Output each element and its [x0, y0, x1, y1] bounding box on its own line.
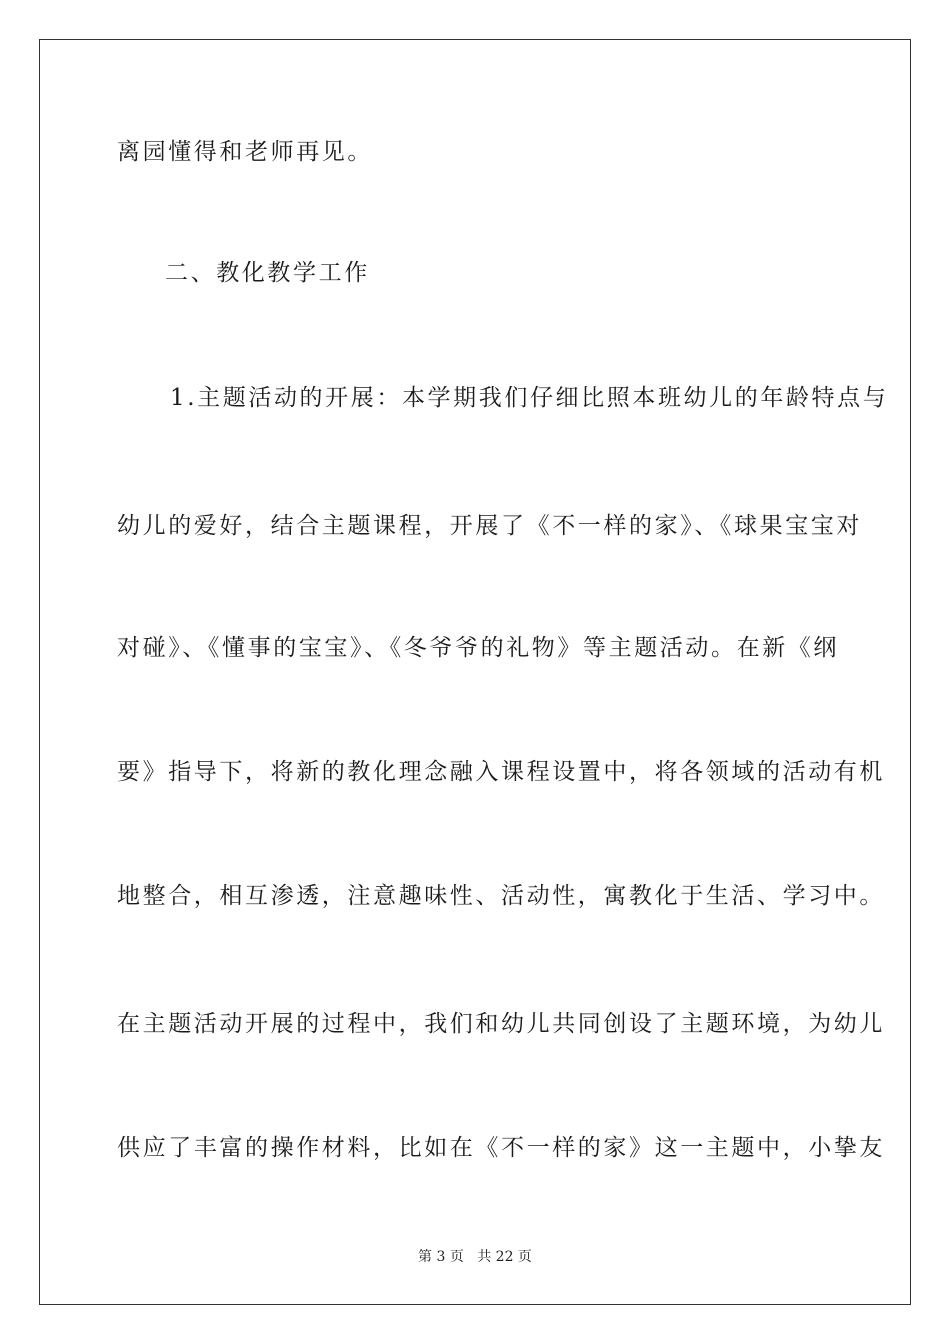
- text-line-7: 地整合，相互渗透，注意趣味性、活动性，寓教化于生活、学习中。: [117, 883, 885, 909]
- text-line-8: 在主题活动开展的过程中，我们和幼儿共同创设了主题环境，为幼儿: [117, 1011, 885, 1037]
- text-line-3: 1.主题活动的开展：本学期我们仔细比照本班幼儿的年龄特点与: [170, 385, 889, 411]
- text-line-4: 幼儿的爱好，结合主题课程，开展了《不一样的家》、《球果宝宝对: [117, 513, 862, 539]
- page-total: 共 22 页: [477, 1249, 532, 1265]
- text-line-6: 要》指导下，将新的教化理念融入课程设置中，将各领域的活动有机: [117, 759, 885, 785]
- page-border: [39, 39, 911, 1305]
- page-number: 第 3 页: [418, 1249, 464, 1265]
- text-line-9: 供应了丰富的操作材料，比如在《不一样的家》这一主题中，小挚友: [117, 1135, 885, 1161]
- section-heading: 二、教化教学工作: [165, 260, 370, 286]
- text-line-1: 离园懂得和老师再见。: [117, 139, 373, 165]
- page-footer: [0, 1247, 950, 1267]
- text-line-5: 对碰》、《懂事的宝宝》、《冬爷爷的礼物》等主题活动。在新《纲: [117, 635, 839, 661]
